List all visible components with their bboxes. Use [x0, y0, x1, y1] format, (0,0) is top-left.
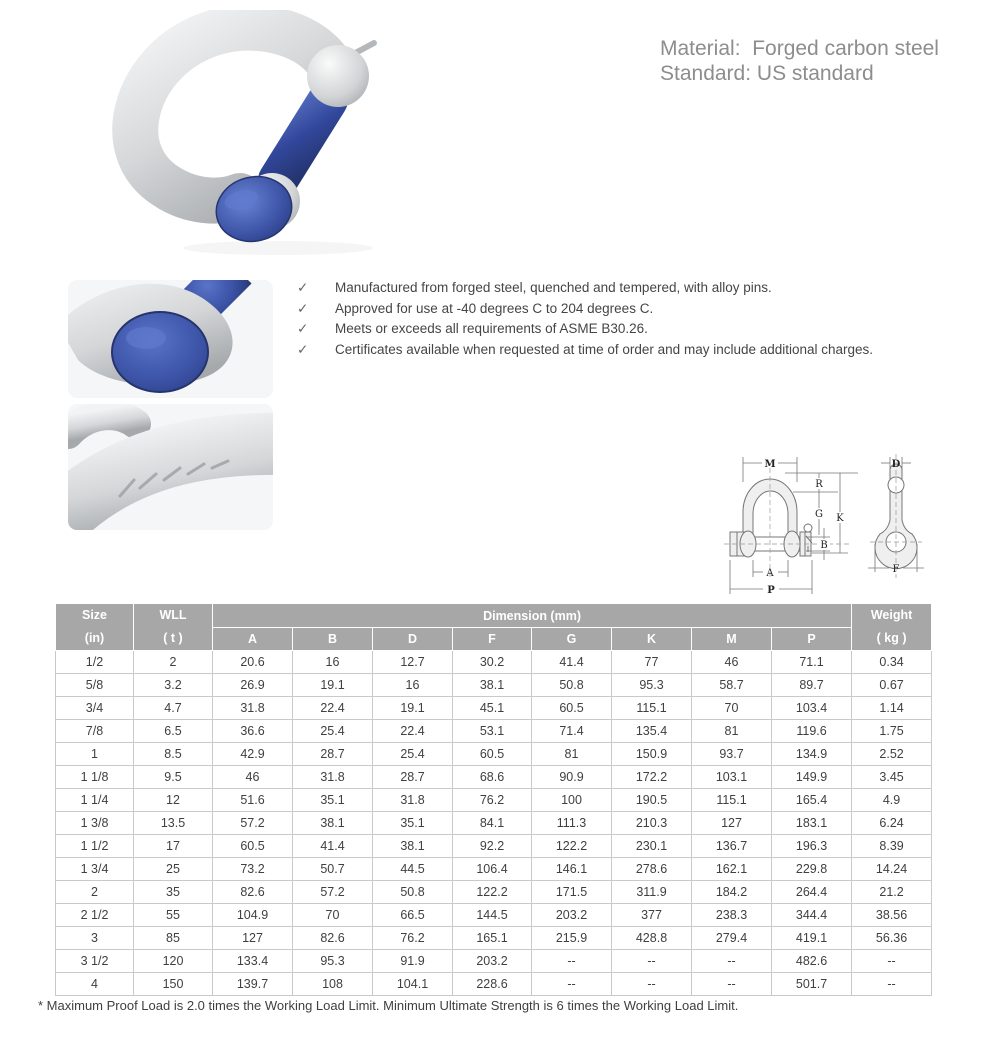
- table-cell: 2: [134, 651, 213, 674]
- table-cell: 28.7: [373, 766, 453, 789]
- table-row: [56, 904, 932, 927]
- table-cell: 38.1: [293, 812, 373, 835]
- dim-label-g: G: [815, 509, 823, 520]
- table-cell: 93.7: [692, 743, 772, 766]
- table-cell: 344.4: [772, 904, 852, 927]
- feature-item: [297, 281, 887, 295]
- body-marking-closeup-illustration: [68, 404, 273, 530]
- table-cell: 8.5: [134, 743, 213, 766]
- col-header-weight: [852, 604, 932, 651]
- table-cell: 38.1: [453, 674, 532, 697]
- table-cell: 134.9: [772, 743, 852, 766]
- table-cell: 25: [134, 858, 213, 881]
- table-cell: 76.2: [453, 789, 532, 812]
- table-cell: 44.5: [373, 858, 453, 881]
- table-cell: 111.3: [532, 812, 612, 835]
- table-cell: 19.1: [373, 697, 453, 720]
- detail-photo-body-marking: [68, 404, 273, 530]
- table-cell: 16: [373, 674, 453, 697]
- table-cell: 19.1: [293, 674, 373, 697]
- table-cell: 3.45: [852, 766, 932, 789]
- table-cell: 1.14: [852, 697, 932, 720]
- table-cell: 1: [56, 743, 134, 766]
- table-cell: 104.1: [373, 973, 453, 996]
- table-cell: 53.1: [453, 720, 532, 743]
- table-cell: 2: [56, 881, 134, 904]
- table-cell: 6.5: [134, 720, 213, 743]
- table-row: [56, 743, 932, 766]
- table-cell: 144.5: [453, 904, 532, 927]
- table-cell: 25.4: [373, 743, 453, 766]
- table-cell: 279.4: [692, 927, 772, 950]
- table-cell: 184.2: [692, 881, 772, 904]
- table-row: [56, 973, 932, 996]
- table-row: [56, 881, 932, 904]
- check-icon: ✓: [297, 321, 309, 336]
- table-cell: 6.24: [852, 812, 932, 835]
- table-row: [56, 674, 932, 697]
- feature-text: Certificates available when requested at time of order and may include additional charges.: [335, 341, 874, 357]
- shackle-illustration: [88, 10, 408, 265]
- table-cell: 41.4: [532, 651, 612, 674]
- table-cell: 46: [213, 766, 293, 789]
- dim-label-p: P: [767, 585, 775, 596]
- table-cell: 203.2: [532, 904, 612, 927]
- table-cell: 22.4: [373, 720, 453, 743]
- product-photo-main: [88, 10, 408, 265]
- table-row: [56, 697, 932, 720]
- col-header-dimension-group: Dimension (mm): [213, 604, 852, 628]
- table-cell: 1 3/4: [56, 858, 134, 881]
- features-list: [297, 281, 887, 363]
- table-cell: --: [852, 950, 932, 973]
- table-cell: 119.6: [772, 720, 852, 743]
- table-cell: 57.2: [293, 881, 373, 904]
- table-cell: 8.39: [852, 835, 932, 858]
- table-cell: 149.9: [772, 766, 852, 789]
- table-cell: 77: [612, 651, 692, 674]
- table-cell: 377: [612, 904, 692, 927]
- table-cell: 50.7: [293, 858, 373, 881]
- check-icon: ✓: [297, 280, 309, 295]
- table-cell: 60.5: [453, 743, 532, 766]
- table-cell: 165.1: [453, 927, 532, 950]
- table-cell: 13.5: [134, 812, 213, 835]
- table-row: [56, 812, 932, 835]
- table-row: [56, 950, 932, 973]
- detail-photo-pin-head: [68, 280, 273, 398]
- table-cell: 81: [692, 720, 772, 743]
- footnote: * Maximum Proof Load is 2.0 times the Working Load Limit. Minimum Ultimate Strength is 6 times the Working Load Limit.: [38, 998, 739, 1013]
- table-cell: 3.2: [134, 674, 213, 697]
- table-cell: 428.8: [612, 927, 692, 950]
- table-cell: 95.3: [293, 950, 373, 973]
- table-cell: 20.6: [213, 651, 293, 674]
- feature-item: [297, 302, 887, 316]
- table-cell: 1 1/4: [56, 789, 134, 812]
- check-icon: ✓: [297, 300, 309, 316]
- table-cell: 50.8: [532, 674, 612, 697]
- table-cell: 103.4: [772, 697, 852, 720]
- table-cell: 115.1: [692, 789, 772, 812]
- table-cell: 135.4: [612, 720, 692, 743]
- table-cell: 190.5: [612, 789, 692, 812]
- col-header-weight-unit-top: Weight: [870, 608, 913, 622]
- table-cell: 162.1: [692, 858, 772, 881]
- table-cell: 230.1: [612, 835, 692, 858]
- table-cell: 150.9: [612, 743, 692, 766]
- table-cell: 35.1: [293, 789, 373, 812]
- table-cell: --: [612, 950, 692, 973]
- table-cell: 46: [692, 651, 772, 674]
- table-cell: 38.1: [373, 835, 453, 858]
- table-cell: 419.1: [772, 927, 852, 950]
- col-header-dim-a: A: [213, 628, 293, 651]
- standard-line: Standard: US standard: [660, 62, 874, 85]
- table-cell: 31.8: [213, 697, 293, 720]
- feature-item: [297, 322, 887, 336]
- table-cell: 264.4: [772, 881, 852, 904]
- table-cell: 2 1/2: [56, 904, 134, 927]
- table-cell: 84.1: [453, 812, 532, 835]
- table-cell: 9.5: [134, 766, 213, 789]
- feature-text: Approved for use at -40 degrees C to 204 degrees C.: [335, 300, 654, 316]
- col-header-dim-d: D: [373, 628, 453, 651]
- table-cell: 7/8: [56, 720, 134, 743]
- table-cell: 81: [532, 743, 612, 766]
- material-standard-block: [660, 36, 939, 86]
- spec-table: [55, 603, 932, 996]
- table-cell: 35: [134, 881, 213, 904]
- table-cell: 51.6: [213, 789, 293, 812]
- table-cell: 12.7: [373, 651, 453, 674]
- table-cell: 3 1/2: [56, 950, 134, 973]
- table-cell: 150: [134, 973, 213, 996]
- col-header-size: [56, 604, 134, 651]
- table-cell: 133.4: [213, 950, 293, 973]
- table-cell: 183.1: [772, 812, 852, 835]
- table-cell: 4: [56, 973, 134, 996]
- table-cell: 1.75: [852, 720, 932, 743]
- table-cell: 68.6: [453, 766, 532, 789]
- table-cell: 5/8: [56, 674, 134, 697]
- table-cell: 30.2: [453, 651, 532, 674]
- table-cell: 2.52: [852, 743, 932, 766]
- table-cell: 103.1: [692, 766, 772, 789]
- table-cell: 501.7: [772, 973, 852, 996]
- spec-table-body: [56, 651, 932, 996]
- table-cell: 0.34: [852, 651, 932, 674]
- table-cell: 21.2: [852, 881, 932, 904]
- table-cell: 70: [692, 697, 772, 720]
- table-cell: 165.4: [772, 789, 852, 812]
- table-cell: 66.5: [373, 904, 453, 927]
- table-cell: 229.8: [772, 858, 852, 881]
- table-row: [56, 720, 932, 743]
- dim-label-k: K: [836, 513, 844, 524]
- table-cell: --: [852, 973, 932, 996]
- table-cell: 22.4: [293, 697, 373, 720]
- table-cell: 120: [134, 950, 213, 973]
- table-cell: 28.7: [293, 743, 373, 766]
- table-cell: 278.6: [612, 858, 692, 881]
- col-header-size-unit-bottom: (in): [84, 631, 105, 645]
- table-cell: 4.9: [852, 789, 932, 812]
- table-cell: 82.6: [293, 927, 373, 950]
- table-cell: 16: [293, 651, 373, 674]
- table-cell: 76.2: [373, 927, 453, 950]
- table-cell: --: [692, 950, 772, 973]
- table-row: [56, 835, 932, 858]
- table-cell: 82.6: [213, 881, 293, 904]
- col-header-weight-unit-bottom: ( kg ): [876, 631, 907, 645]
- table-cell: 122.2: [532, 835, 612, 858]
- dim-label-m: M: [764, 459, 776, 470]
- table-row: [56, 858, 932, 881]
- table-cell: 38.56: [852, 904, 932, 927]
- table-cell: 42.9: [213, 743, 293, 766]
- table-cell: 171.5: [532, 881, 612, 904]
- table-cell: 14.24: [852, 858, 932, 881]
- table-cell: 228.6: [453, 973, 532, 996]
- dim-label-f: F: [892, 564, 900, 575]
- table-cell: 35.1: [373, 812, 453, 835]
- table-cell: 89.7: [772, 674, 852, 697]
- table-cell: 311.9: [612, 881, 692, 904]
- table-cell: 108: [293, 973, 373, 996]
- table-cell: 0.67: [852, 674, 932, 697]
- table-cell: 17: [134, 835, 213, 858]
- table-row: [56, 789, 932, 812]
- table-cell: 115.1: [612, 697, 692, 720]
- table-cell: 203.2: [453, 950, 532, 973]
- table-cell: 146.1: [532, 858, 612, 881]
- table-cell: 172.2: [612, 766, 692, 789]
- table-row: [56, 651, 932, 674]
- table-cell: 122.2: [453, 881, 532, 904]
- dimension-diagram: [700, 440, 984, 610]
- table-cell: 3: [56, 927, 134, 950]
- table-cell: 100: [532, 789, 612, 812]
- table-cell: 196.3: [772, 835, 852, 858]
- table-cell: 73.2: [213, 858, 293, 881]
- table-cell: 238.3: [692, 904, 772, 927]
- table-cell: 36.6: [213, 720, 293, 743]
- table-cell: 41.4: [293, 835, 373, 858]
- table-cell: 60.5: [213, 835, 293, 858]
- table-cell: 127: [692, 812, 772, 835]
- feature-item: [297, 343, 887, 357]
- table-cell: 45.1: [453, 697, 532, 720]
- table-cell: --: [692, 973, 772, 996]
- dim-label-d: D: [891, 459, 901, 470]
- col-header-dim-g: G: [532, 628, 612, 651]
- table-cell: 71.1: [772, 651, 852, 674]
- col-header-dim-k: K: [612, 628, 692, 651]
- table-cell: 139.7: [213, 973, 293, 996]
- table-cell: 210.3: [612, 812, 692, 835]
- dim-label-r: R: [815, 479, 823, 490]
- table-cell: 56.36: [852, 927, 932, 950]
- dim-label-b: B: [820, 540, 828, 551]
- dim-label-a: A: [766, 568, 774, 579]
- pin-head-closeup-illustration: [68, 280, 273, 398]
- table-cell: 92.2: [453, 835, 532, 858]
- table-cell: 57.2: [213, 812, 293, 835]
- table-cell: 1 3/8: [56, 812, 134, 835]
- col-header-dim-p: P: [772, 628, 852, 651]
- feature-text: Meets or exceeds all requirements of ASME B30.26.: [335, 321, 648, 336]
- table-cell: 12: [134, 789, 213, 812]
- table-row: [56, 927, 932, 950]
- table-cell: 95.3: [612, 674, 692, 697]
- table-cell: 55: [134, 904, 213, 927]
- col-header-wll-unit-bottom: ( t ): [163, 631, 183, 645]
- table-cell: 1 1/2: [56, 835, 134, 858]
- table-cell: 1/2: [56, 651, 134, 674]
- table-cell: 71.4: [532, 720, 612, 743]
- table-row: [56, 766, 932, 789]
- table-cell: 26.9: [213, 674, 293, 697]
- col-header-dim-b: B: [293, 628, 373, 651]
- table-cell: 215.9: [532, 927, 612, 950]
- col-header-wll-unit-top: WLL: [159, 608, 187, 622]
- table-cell: 60.5: [532, 697, 612, 720]
- col-header-wll: [134, 604, 213, 651]
- table-cell: 70: [293, 904, 373, 927]
- material-line: Material: Forged carbon steel: [660, 37, 939, 60]
- table-cell: 1 1/8: [56, 766, 134, 789]
- table-cell: 25.4: [293, 720, 373, 743]
- table-cell: --: [532, 973, 612, 996]
- col-header-dim-m: M: [692, 628, 772, 651]
- table-cell: 91.9: [373, 950, 453, 973]
- table-cell: 50.8: [373, 881, 453, 904]
- table-cell: --: [532, 950, 612, 973]
- feature-text: Manufactured from forged steel, quenched and tempered, with alloy pins.: [335, 280, 772, 295]
- table-cell: 136.7: [692, 835, 772, 858]
- table-cell: 4.7: [134, 697, 213, 720]
- table-cell: --: [612, 973, 692, 996]
- table-cell: 90.9: [532, 766, 612, 789]
- table-cell: 31.8: [293, 766, 373, 789]
- table-cell: 31.8: [373, 789, 453, 812]
- col-header-dim-f: F: [453, 628, 532, 651]
- table-cell: 58.7: [692, 674, 772, 697]
- table-cell: 3/4: [56, 697, 134, 720]
- table-cell: 482.6: [772, 950, 852, 973]
- table-cell: 106.4: [453, 858, 532, 881]
- col-header-size-unit-top: Size: [81, 608, 107, 622]
- table-cell: 104.9: [213, 904, 293, 927]
- table-cell: 85: [134, 927, 213, 950]
- check-icon: ✓: [297, 341, 309, 357]
- table-cell: 127: [213, 927, 293, 950]
